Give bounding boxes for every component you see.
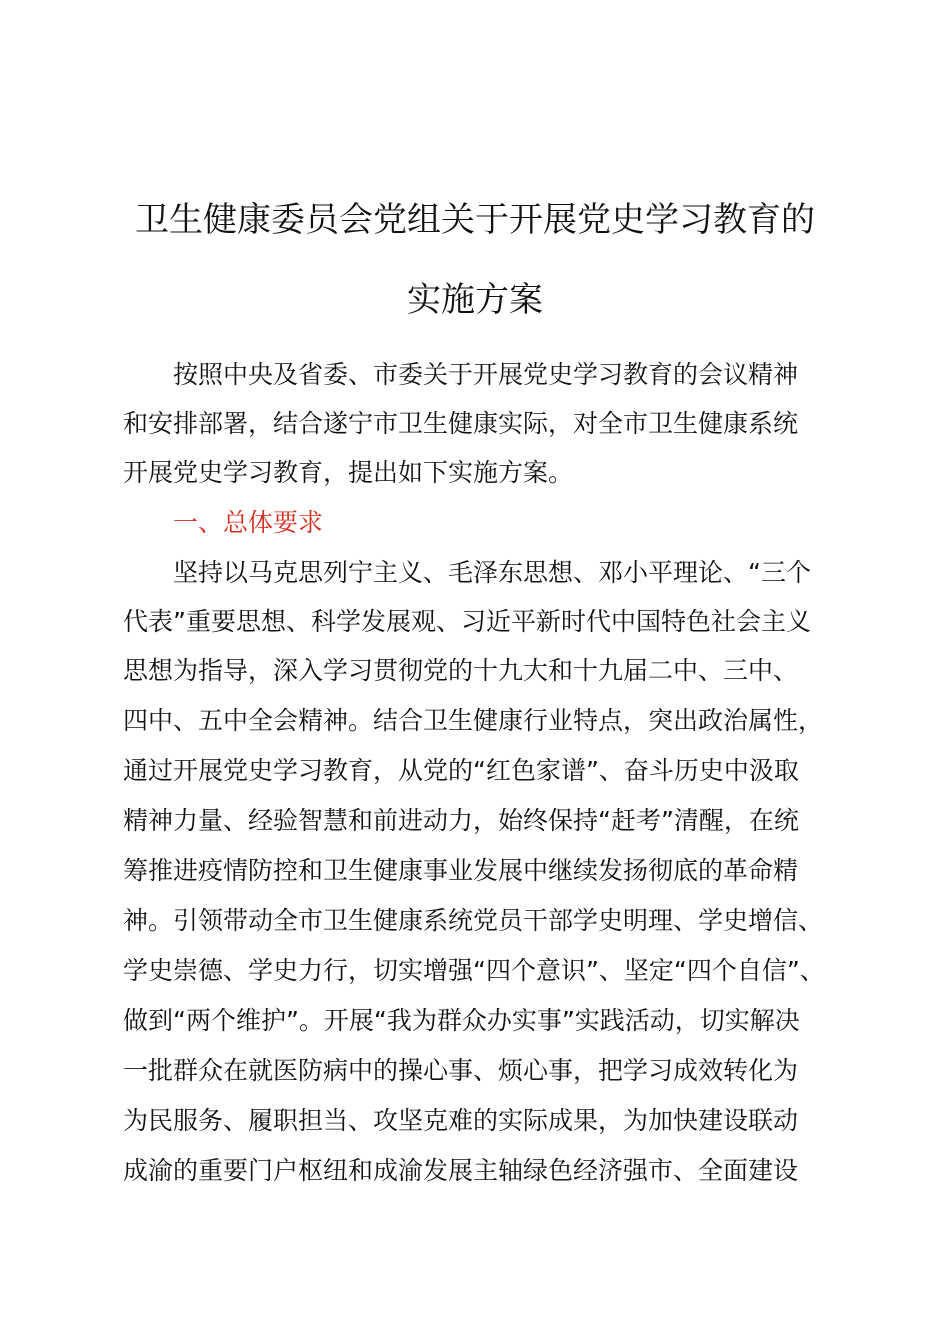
section-line-12: 为民服务、履职担当、攻坚克难的实际成果，为加快建设联动 (123, 1106, 799, 1135)
section-line-9: 学史崇德、学史力行，切实增强“四个意识”、坚定“四个自信”、 (123, 956, 825, 985)
section-line-8: 神。引领带动全市卫生健康系统党员干部学史明理、学史增信、 (123, 906, 824, 935)
section-line-7: 筹推进疫情防控和卫生健康事业发展中继续发扬彻底的革命精 (123, 856, 799, 885)
section-heading: 一、总体要求 (173, 508, 324, 537)
intro-line-1: 按照中央及省委、市委关于开展党史学习教育的会议精神 (173, 360, 799, 389)
intro-line-3: 开展党史学习教育，提出如下实施方案。 (123, 458, 574, 487)
section-line-13: 成渝的重要门户枢纽和成渝发展主轴绿色经济强市、全面建设 (123, 1156, 799, 1185)
document-title-line-1: 卫生健康委员会党组关于开展党史学习教育的 (135, 200, 815, 240)
section-line-4: 四中、五中全会精神。结合卫生健康行业特点，突出政治属性， (123, 706, 824, 735)
section-line-10: 做到“两个维护”。开展“我为群众办实事”实践活动，切实解决 (123, 1006, 800, 1035)
section-line-6: 精神力量、经验智慧和前进动力，始终保持“赶考”清醒，在统 (123, 806, 799, 835)
section-line-1: 坚持以马克思列宁主义、毛泽东思想、邓小平理论、“三个 (173, 558, 811, 587)
section-line-3: 思想为指导，深入学习贯彻党的十九大和十九届二中、三中、 (123, 656, 799, 685)
section-line-11: 一批群众在就医防病中的操心事、烦心事，把学习成效转化为 (123, 1056, 799, 1085)
section-line-2: 代表”重要思想、科学发展观、习近平新时代中国特色社会主义 (123, 607, 811, 636)
document-title-line-2: 实施方案 (407, 280, 543, 320)
section-line-5: 通过开展党史学习教育，从党的“红色家谱”、奋斗历史中汲取 (123, 756, 799, 785)
intro-line-2: 和安排部署，结合遂宁市卫生健康实际，对全市卫生健康系统 (123, 409, 799, 438)
